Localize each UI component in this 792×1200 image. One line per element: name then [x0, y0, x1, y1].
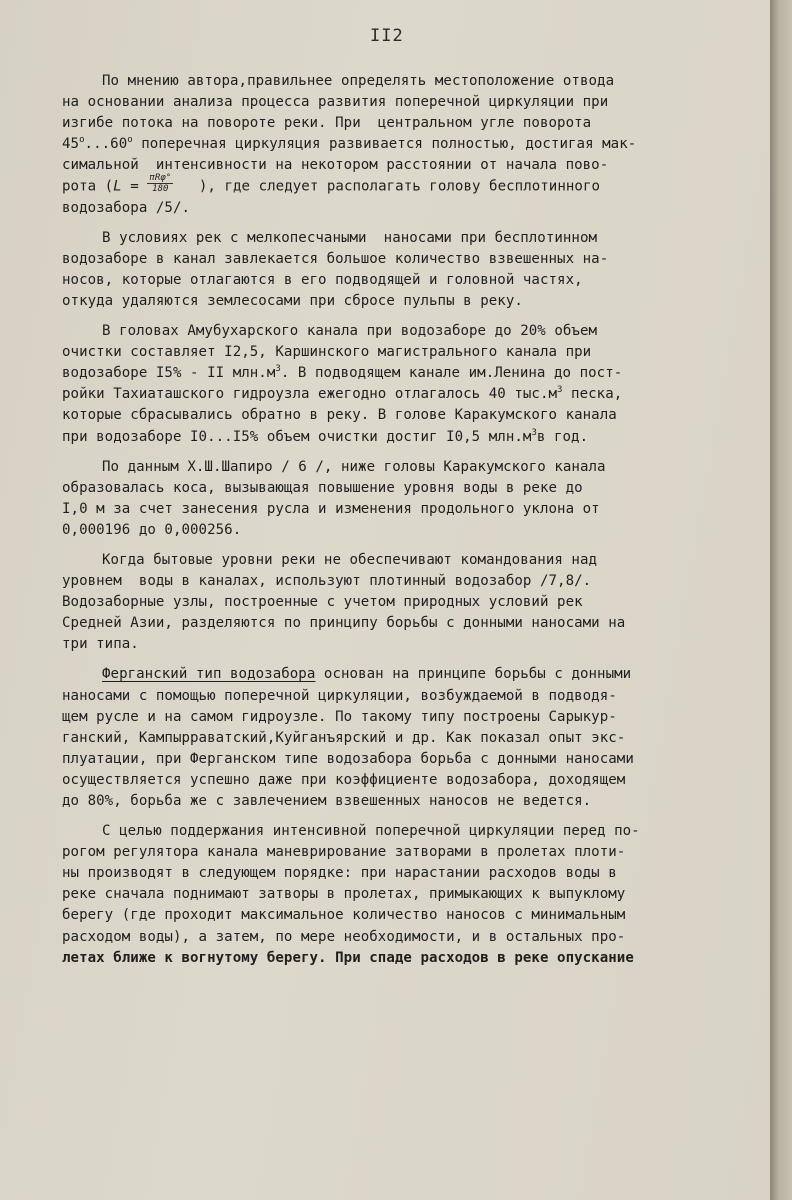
text-seg: при водозаборе I0...I5% объем очистки достиг I0,5 млн.м: [62, 428, 532, 445]
text-line: до 80%, борьба же с завлечением взвешенных наносов не ведется.: [62, 793, 592, 809]
text-seg: основан на принципе борьбы с донными: [315, 666, 632, 683]
angle-a: 45: [62, 136, 80, 153]
text-line: плуатации, при Ферганском типе водозабора борьба с донными наносами: [62, 750, 634, 767]
text-line: В головах Амубухарского канала при водозаборе до 20% объем: [102, 323, 598, 340]
text-line: Средней Азии, разделяются по принципу борьбы с донными наносами на: [62, 615, 626, 632]
text-line-cube: [62, 384, 742, 405]
text-line: С целью поддержания интенсивной поперечной циркуляции перед по-: [102, 823, 640, 840]
text-line: расходом воды), а затем, по мере необходимости, и в остальных про-: [62, 928, 626, 945]
page-edge: [770, 0, 792, 1200]
text-line: наносами с помощью поперечной циркуляции, возбуждаемой в подводя-: [62, 687, 617, 704]
text-line: носов, которые отлагаются в его подводящей и головной частях,: [62, 271, 583, 288]
fergana-type-heading: Ферганский тип водозабора: [102, 666, 316, 683]
formula-denominator: 180: [152, 184, 169, 195]
text-line: очистки составляет I2,5, Каршинского магистрального канала при: [62, 344, 592, 361]
text-line: Водозаборные узлы, построенные с учетом природных условий рек: [62, 594, 583, 611]
text-line: щем русле и на самом гидроузле. По такому типу построены Сарыкур-: [62, 708, 617, 725]
text-line-angle: 45$^o$...60$^o$ поперечная циркуляция развивается полностью, достигая мак-: [62, 135, 637, 153]
superscript-3: 3: [531, 427, 537, 438]
text-line: реке сначала поднимают затворы в пролетах, примыкающих к выпуклому: [62, 886, 626, 903]
text-line: По мнению автора,правильнее определять местоположение отвода: [102, 73, 615, 89]
text-line: Когда бытовые уровни реки не обеспечивают командования над: [102, 551, 598, 568]
text-line: ны производят в следующем порядке: при нарастании расходов воды в: [62, 865, 617, 882]
text-line: ганский, Кампырраватский,Куйганъярский и др. Как показал опыт экс-: [62, 729, 626, 746]
text-seg: в год.: [536, 428, 589, 445]
text-line: которые сбрасывались обратно в реку. В голове Каракумского канала: [62, 407, 617, 424]
formula-eq: =: [121, 178, 148, 195]
degree-sign: o: [79, 135, 85, 146]
text-line: берегу (где проходит максимальное количество наносов с минимальным: [62, 907, 626, 924]
text-line: образовалась коса, вызывающая повышение уровня воды в реке до: [62, 479, 583, 496]
formula-pre: рота (: [62, 178, 114, 195]
text-seg: ройки Тахиаташского гидроузла ежегодно отлагалось 40 тыс.м: [62, 386, 558, 403]
text-line: водозаборе в канал завлекается большое количество взвешенных на-: [62, 250, 609, 267]
text-line: 0,000196 до 0,000256.: [62, 521, 242, 538]
text-line-fergana: [62, 664, 742, 685]
text-line: откуда удаляются землесосами при сбросе пульпы в реку.: [62, 292, 523, 309]
formula-post: ), где следует располагать голову бесплотинного: [198, 178, 601, 195]
text-line: на основании анализа процесса развития поперечной циркуляции при: [62, 94, 609, 111]
formula-numerator: πRφ°: [149, 173, 172, 184]
text-line: По данным Х.Ш.Шапиро / 6 /, ниже головы Каракумского канала: [102, 458, 606, 475]
text-seg: водозаборе I5% - II млн.м: [62, 365, 276, 382]
text-line: В условиях рек с мелкопесчаными наносами при бесплотинном: [102, 229, 598, 246]
superscript-3: 3: [275, 364, 281, 375]
degree-sign: o: [127, 135, 133, 146]
text-line: водозабора /5/.: [62, 199, 191, 216]
text-line: изгибе потока на повороте реки. При центральном угле поворота: [62, 115, 592, 132]
text-line-formula: [62, 173, 742, 197]
text-line-cube: [62, 363, 742, 384]
formula-fraction: [147, 173, 173, 194]
page-number: II2: [370, 26, 404, 46]
text-line: летах ближе к вогнутому берегу. При спаде расходов в реке опускание: [62, 949, 634, 966]
body-text: [62, 71, 742, 969]
text-line: I,0 м за счет занесения русла и изменения продольного уклона от: [62, 500, 600, 517]
text-line: осуществляется успешно даже при коэффициенте водозабора, доходящем: [62, 771, 626, 788]
formula-l: L: [113, 178, 122, 195]
superscript-3: 3: [557, 385, 563, 396]
text-line-cube: [62, 427, 742, 448]
text-line: симальной интенсивности на некотором расстоянии от начала пово-: [62, 157, 609, 174]
angle-text: поперечная циркуляция развивается полностью, достигая мак-: [141, 136, 637, 153]
text-line: рогом регулятора канала маневрирование затворами в пролетах плоти-: [62, 844, 626, 861]
text-seg: . В подводящем канале им.Ленина до пост-: [280, 365, 623, 382]
text-line: уровнем воды в каналах, используют плотинный водозабор /7,8/.: [62, 573, 592, 590]
text-line: три типа.: [62, 636, 139, 653]
text-seg: песка,: [562, 386, 623, 403]
angle-b: 60: [110, 136, 128, 153]
